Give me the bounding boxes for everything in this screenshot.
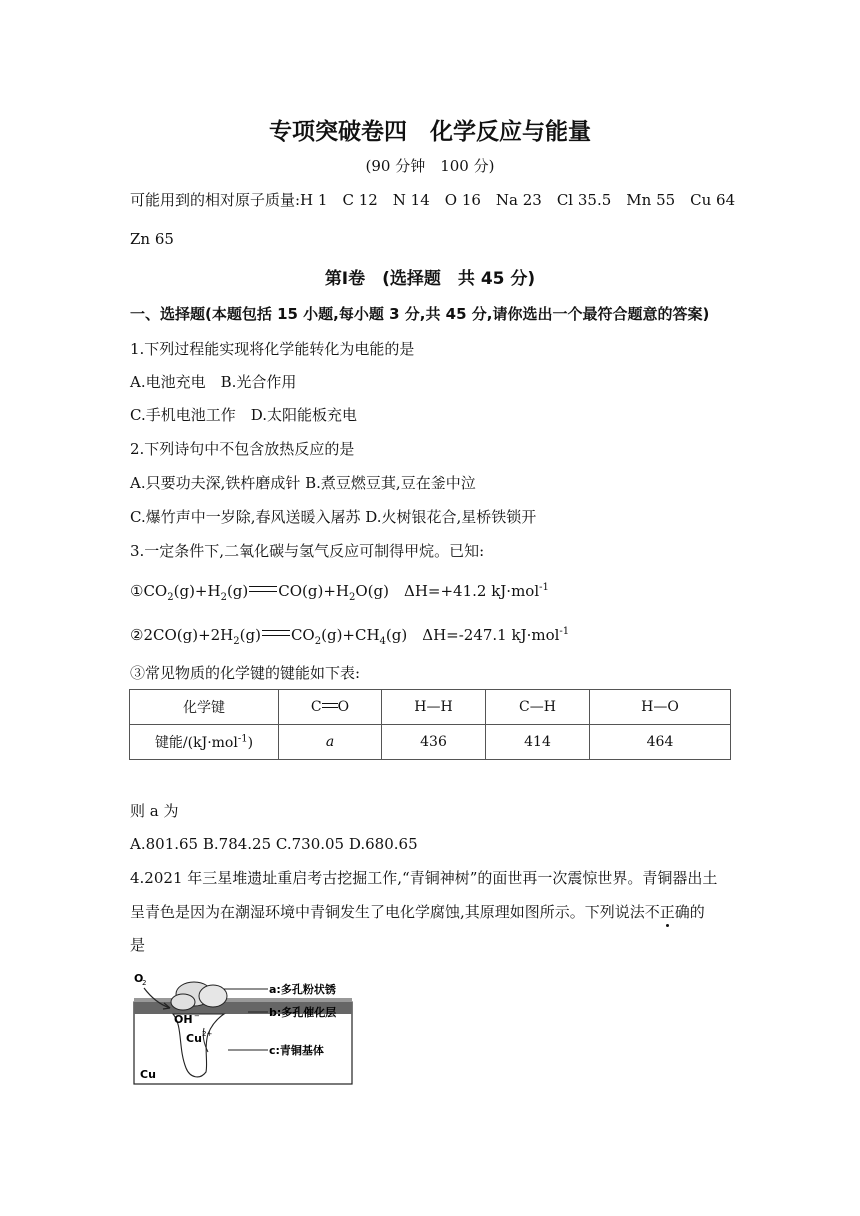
oh-superscript: −	[194, 1012, 200, 1020]
q3-stem: 3.一定条件下,二氧化碳与氢气反应可制得甲烷。已知:	[130, 542, 485, 560]
table-header-row	[130, 690, 731, 725]
q3-table-intro: ③常见物质的化学键的键能如下表:	[130, 664, 361, 682]
corrosion-diagram-svg	[128, 968, 368, 1088]
bond-energy-table	[129, 689, 731, 760]
table-header-cell: C—H	[486, 690, 590, 725]
oh-label: OH	[174, 1013, 193, 1026]
q3-equation-1: $①CO_2(g)+H_2(g)$ $CO(g)+H_2O(g)$ ΔH=+41.2 kJ·mol$^{-1}$	[130, 582, 549, 603]
part-heading: 一、选择题(本题包括 15 小题,每小题 3 分,共 45 分,请你选出一个最符合题意的答案)	[130, 305, 710, 323]
q3-options: A.801.65 B.784.25 C.730.05 D.680.65	[130, 835, 418, 853]
table-header-cell: 化学键	[130, 690, 279, 725]
emphasis-text: 不正确	[644, 903, 690, 921]
table-row	[130, 725, 731, 760]
atomic-masses-line2: Zn 65	[130, 230, 174, 248]
q3-eq2-dh: ΔH=-247.1 kJ·mol	[422, 626, 560, 644]
q3-equation-2: $②2CO(g)+2H_2(g)$ $CO_2(g)+CH_4(g)$ ΔH=-247.1 kJ·mol$^{-1}$	[130, 626, 570, 647]
cu-label: Cu	[140, 1068, 156, 1081]
label-a: a:多孔粉状锈	[269, 983, 336, 996]
q4-line1: 4.2021 年三星堆遗址重启考古挖掘工作,“青铜神树”的面世再一次震惊世界。青铜器出土	[130, 869, 718, 887]
q2-stem: 2.下列诗句中不包含放热反应的是	[130, 440, 355, 458]
table-cell: 436	[382, 725, 486, 760]
q3-eq1-dh: ΔH=+41.2 kJ·mol	[403, 582, 540, 600]
table-header-cell: H—H	[382, 690, 486, 725]
page-title: 专项突破卷四 化学反应与能量	[269, 119, 591, 145]
atomic-masses-line1: 可能用到的相对原子质量:H 1 C 12 N 14 O 16 Na 23 Cl 35.5 Mn 55 Cu 64	[130, 191, 736, 209]
o2-subscript: 2	[142, 979, 147, 987]
table-cell: a	[279, 725, 382, 760]
o2-label: O	[134, 972, 144, 985]
table-header-cell: H—O	[590, 690, 731, 725]
table-cell: 414	[486, 725, 590, 760]
q1-stem: 1.下列过程能实现将化学能转化为电能的是	[130, 340, 415, 358]
cu2-label: Cu	[186, 1032, 202, 1045]
table-row-label: 键能/(kJ·mol$^{-1}$)	[130, 725, 279, 760]
q2-options-ab: A.只要功夫深,铁杵磨成针 B.煮豆燃豆萁,豆在釜中泣	[130, 474, 476, 492]
table-cell: 464	[590, 725, 731, 760]
q2-options-cd: C.爆竹声中一岁除,春风送暖入屠苏 D.火树银花合,星桥铁锁开	[130, 508, 537, 526]
corrosion-diagram	[128, 968, 368, 1088]
table-header-cell: C O	[279, 690, 382, 725]
q4-line3: 是	[130, 936, 146, 954]
label-c: c:青铜基体	[269, 1044, 324, 1057]
q4-line2: 呈青色是因为在潮湿环境中青铜发生了电化学腐蚀,其原理如图所示。下列说法不正确的	[130, 903, 705, 921]
cu2-superscript: 2+	[202, 1030, 213, 1038]
q1-options-ab: A.电池充电 B.光合作用	[130, 373, 297, 391]
section-title: 第Ⅰ卷 (选择题 共 45 分)	[324, 269, 536, 289]
label-b: b:多孔催化层	[269, 1006, 337, 1019]
q3-ask: 则 a 为	[130, 802, 179, 820]
time-score: (90 分钟 100 分)	[365, 157, 495, 175]
q1-options-cd: C.手机电池工作 D.太阳能板充电	[130, 406, 357, 424]
